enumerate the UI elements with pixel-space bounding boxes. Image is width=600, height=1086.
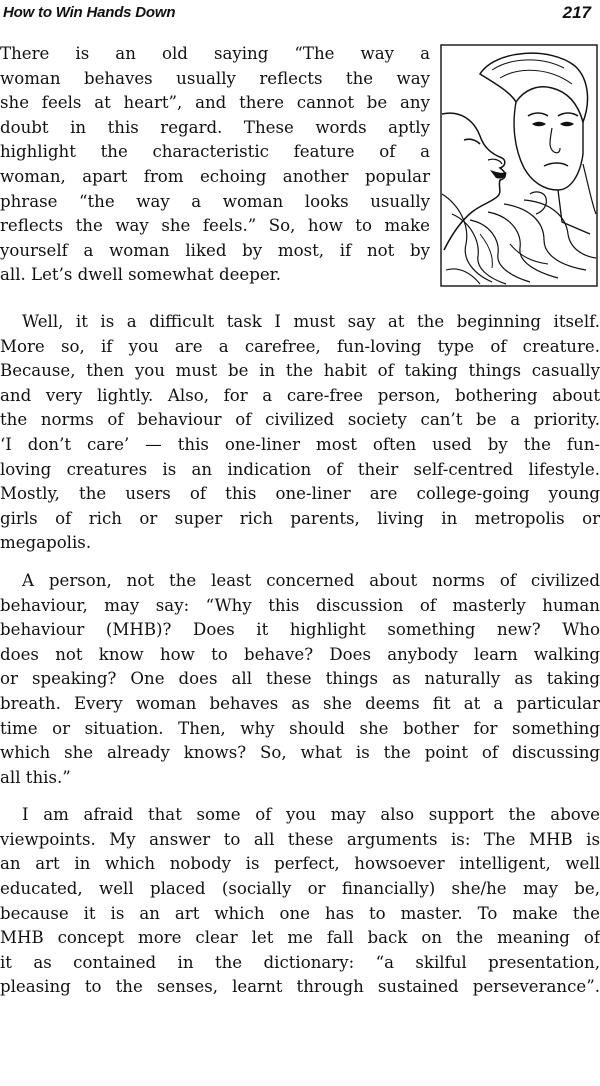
text-line: woman behaves usually reflects the way [0,68,430,88]
page-number: 217 [562,3,591,22]
paragraph-2 [0,310,600,556]
text-line: and very lightly. Also, for a care-free person, bothering about [0,385,600,405]
text-line: breath. Every woman behaves as she deems fit at a particular [0,693,600,713]
text-line: A person, not the least concerned about norms of civilized [22,570,600,590]
text-line: There is an old saying “The way a [0,44,430,63]
text-line: time or situation. Then, why should she bother for something [0,718,600,738]
text-line: does not know how to behave? Does anybody learn walking [0,644,600,664]
text-line: highlight the characteristic feature of a [0,142,430,162]
text-line: reflects the way she feels.” So, how to make [0,216,430,236]
text-line: More so, if you are a carefree, fun-loving type of creature. [0,336,600,356]
couple-line-drawing-icon [440,44,598,287]
text-line: viewpoints. My answer to all these arguments is: The MHB is [0,829,600,849]
text-line: the norms of behaviour of civilized society can’t be a priority. [0,410,600,430]
text-line: yourself a woman liked by most, if not by [0,240,430,260]
paragraph-3 [0,569,600,790]
text-line: I am afraid that some of you may also support the above [22,805,600,825]
text-line: she feels at heart”, and there cannot be any [0,93,430,113]
text-line: educated, well placed (socially or financially) she/he may be, [0,879,600,899]
text-line: MHB concept more clear let me fall back on the meaning of [0,928,600,948]
text-line: or speaking? One does all these things as naturally as taking [0,669,600,689]
text-line: because it is an art which one has to master. To make the [0,903,600,923]
text-line: which she already knows? So, what is the point of discussing [0,743,600,763]
opening-section [0,42,600,310]
text-line: all this.” [0,767,71,787]
text-line: woman, apart from echoing another popular [0,166,430,186]
text-line: megapolis. [0,533,92,553]
text-line: Well, it is a difficult task I must say at the beginning itself. [22,312,600,331]
text-line: behaviour, may say: “Why this discussion of masterly human [0,595,600,615]
text-line: girls of rich or super rich parents, living in metropolis or [0,508,600,528]
text-line: phrase “the way a woman looks usually [0,191,430,211]
text-line: an art in which nobody is perfect, howsoever intelligent, well [0,854,600,874]
text-line: loving creatures is an indication of their self-centred lifestyle. [0,459,600,479]
text-line: pleasing to the senses, learnt through sustained perseverance”. [0,977,600,997]
text-line: behaviour (MHB)? Does it highlight something new? Who [0,620,600,640]
text-line: Because, then you must be in the habit of taking things casually [0,361,600,381]
paragraph-spacer [0,790,600,803]
text-line: it as contained in the dictionary: “a skilful presentation, [0,952,600,972]
running-title: How to Win Hands Down [3,4,176,21]
text-line: doubt in this regard. These words aptly [0,117,430,137]
paragraph-spacer [0,556,600,569]
paragraph-4 [0,803,600,1000]
page-body [0,42,600,1000]
text-line: all. Let’s dwell somewhat deeper. [0,265,282,285]
page-header [0,0,600,30]
text-line: ‘I don’t care’ — this one-liner most often used by the fun- [0,434,600,454]
paragraph-1 [0,42,430,288]
text-line: Mostly, the users of this one-liner are college-going young [0,484,600,504]
